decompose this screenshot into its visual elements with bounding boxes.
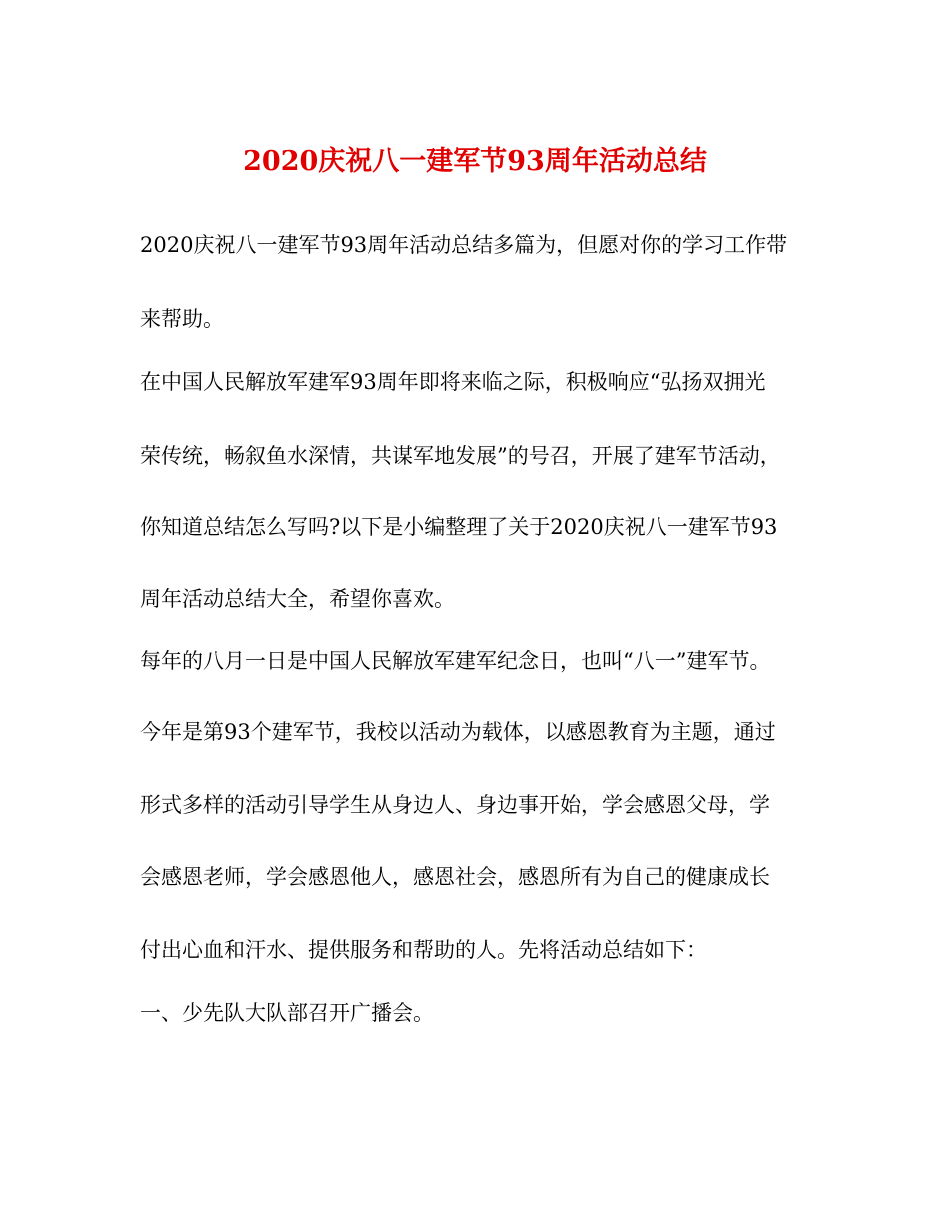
- body-line-8: 今年是第93个建军节，我校以活动为载体，以感恩教育为主题，通过: [140, 720, 776, 744]
- body-line-11: 付出心血和汗水、提供服务和帮助的人。先将活动总结如下：: [140, 938, 707, 962]
- body-line-1: 2020庆祝八一建军节93周年活动总结多篇为，但愿对你的学习工作带: [140, 233, 788, 257]
- body-line-7: 每年的八月一日是中国人民解放军建军纪念日，也叫“八一”建军节。: [140, 649, 771, 673]
- body-line-4: 荣传统，畅叙鱼水深情，共谋军地发展”的号召，开展了建军节活动，: [140, 444, 781, 468]
- body-line-9: 形式多样的活动引导学生从身边人、身边事开始，学会感恩父母，学: [140, 793, 770, 817]
- body-line-3: 在中国人民解放军建军93周年即将来临之际，积极响应“弘扬双拥光: [140, 370, 766, 394]
- body-line-6: 周年活动总结大全，希望你喜欢。: [140, 587, 455, 611]
- document-title: 2020庆祝八一建军节93周年活动总结: [243, 146, 707, 177]
- body-line-10: 会感恩老师，学会感恩他人，感恩社会，感恩所有为自己的健康成长: [140, 865, 770, 889]
- body-line-12: 一、少先队大队部召开广播会。: [140, 1001, 434, 1025]
- body-line-5: 你知道总结怎么写吗?以下是小编整理了关于2020庆祝八一建军节93: [140, 515, 778, 539]
- body-line-2: 来帮助。: [140, 307, 224, 331]
